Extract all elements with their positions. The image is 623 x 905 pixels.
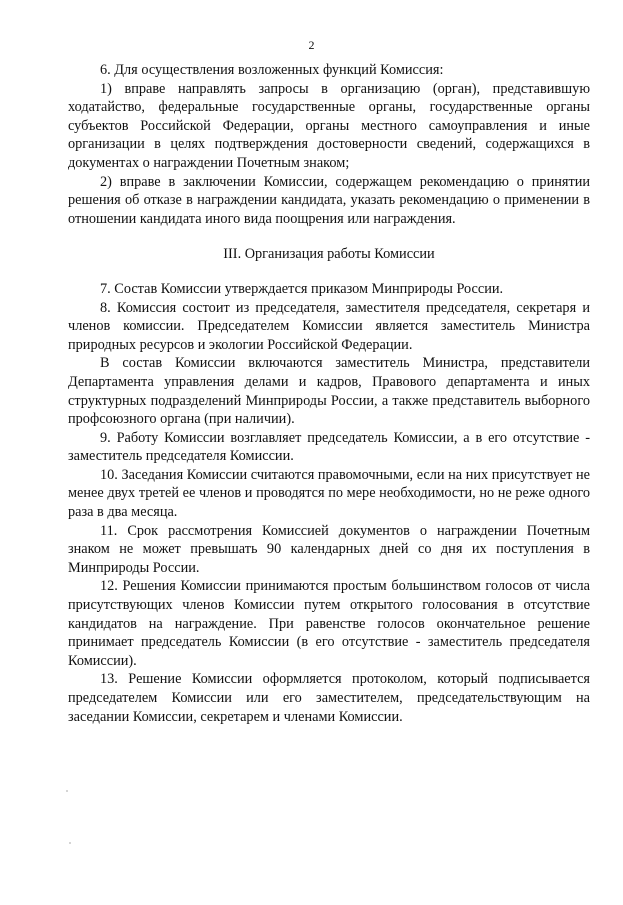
paragraph-6-intro: 6. Для осуществления возложенных функций Комиссия: bbox=[100, 62, 444, 78]
paragraph-9: 9. Работу Комиссии возглавляет председатель Комиссии, а в его отсутствие - заместитель председателя Комиссии. bbox=[68, 429, 590, 465]
paragraph-11: 11. Срок рассмотрения Комиссией документов о награждении Почетным знаком не может превышать 90 календарных дней со дня их поступления в Минприроды России. bbox=[68, 522, 590, 576]
paragraph-10: 10. Заседания Комиссии считаются правомочными, если на них присутствует не менее двух третей ее членов и проводятся по мере необходимости, но не реже одного раза в два месяца. bbox=[68, 466, 590, 521]
scan-speck bbox=[69, 842, 71, 844]
paragraph-8-continued: В состав Комиссии включаются заместитель Министра, представители Департамента управления делами и кадров, Правового департамента и иных структурных подразделений Минприроды России, а также представитель выборного профсоюзного органа (при наличии). bbox=[68, 355, 590, 428]
document-body bbox=[68, 61, 590, 726]
paragraph-13: 13. Решение Комиссии оформляется протоколом, который подписывается председателем Комиссии или его заместителем, председательствующим на заседании Комиссии, секретарем и членами Комиссии. bbox=[68, 671, 590, 725]
scan-speck bbox=[66, 790, 68, 792]
paragraph-12: 12. Решения Комиссии принимаются простым большинством голосов от числа присутствующих членов Комиссии путем открытого голосования в отсутствие кандидатов на награждение. При равенстве голосов окончательное решение принимает председатель Комиссии (в его отсутствие - заместитель председателя Комиссии). bbox=[68, 578, 590, 669]
section-heading: III. Организация работы Комиссии bbox=[223, 246, 435, 263]
paragraph-7: 7. Состав Комиссии утверждается приказом Минприроды России. bbox=[100, 280, 504, 297]
paragraph-6-item-1: 1) вправе направлять запросы в организацию (орган), представившую ходатайство, федеральные государственные органы, государственные органы субъектов Российской Федерации, органы местного самоуправления и иные организации в целях подтверждения достоверности сведений, содержащихся в документах о награждении Почетным знаком; bbox=[68, 80, 590, 171]
paragraph-6-item-2: 2) вправе в заключении Комиссии, содержащем рекомендацию о принятии решения об отказе в награждении кандидата, указать рекомендацию о применении в отношении кандидата иного вида поощрения или награждения. bbox=[68, 173, 590, 227]
page-number: 2 bbox=[308, 38, 315, 52]
paragraph-8: 8. Комиссия состоит из председателя, заместителя председателя, секретаря и членов комиссии. Председателем Комиссии является заместитель Министра природных ресурсов и экологии Российской Федерации. bbox=[68, 299, 590, 353]
